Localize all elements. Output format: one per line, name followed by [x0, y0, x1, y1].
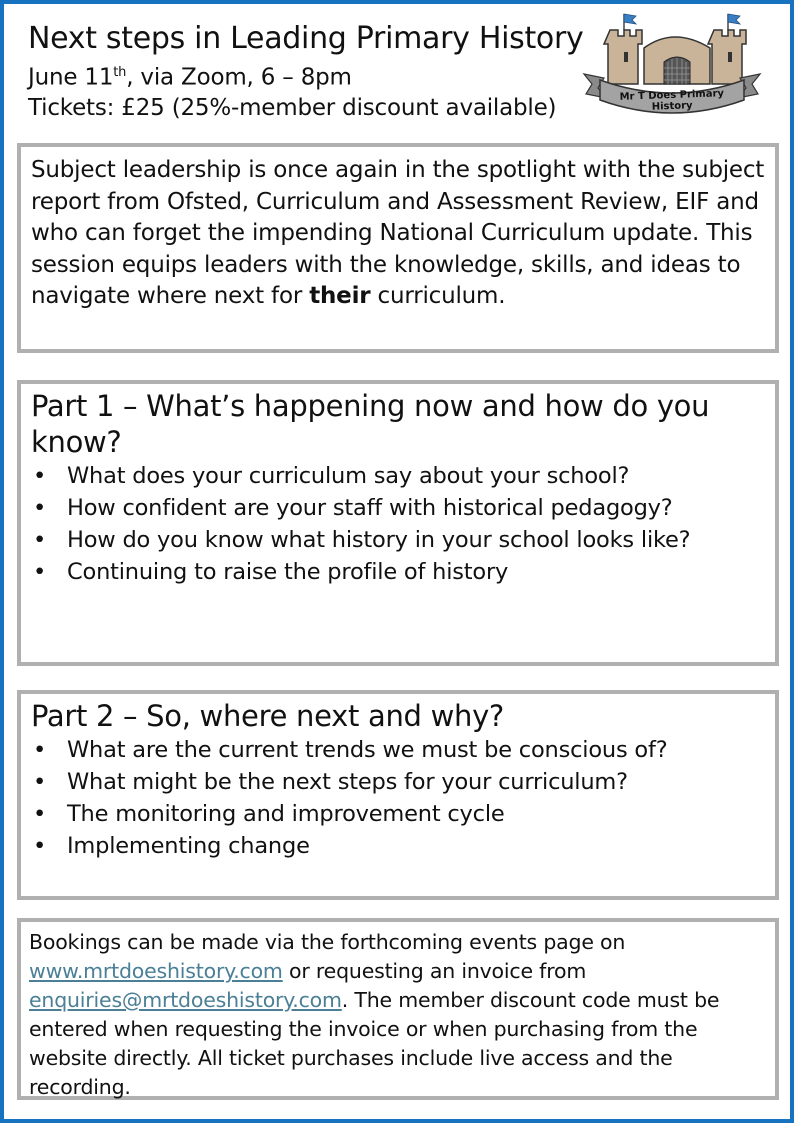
bullet-icon: •	[33, 769, 47, 795]
list-item-text: What might be the next steps for your curriculum?	[67, 769, 628, 795]
booking-text-1: Bookings can be made via the forthcoming events page on	[29, 930, 626, 954]
list-item-text: Continuing to raise the profile of history	[67, 559, 509, 585]
bullet-icon: •	[33, 737, 47, 763]
booking-text	[29, 928, 767, 1102]
list-item-text: How confident are your staff with historical pedagogy?	[67, 495, 673, 521]
list-item	[31, 460, 765, 492]
booking-box	[17, 918, 779, 1100]
list-item	[31, 556, 765, 588]
list-item	[31, 830, 765, 862]
date-rest: , via Zoom, 6 – 8pm	[126, 64, 352, 91]
bullet-icon: •	[33, 527, 47, 553]
intro-text-bold: their	[309, 283, 371, 309]
list-item	[31, 766, 765, 798]
part1-list	[31, 460, 765, 588]
bullet-icon: •	[33, 495, 47, 521]
date-prefix: June 11	[28, 64, 114, 91]
bullet-icon: •	[33, 463, 47, 489]
bullet-icon: •	[33, 559, 47, 585]
list-item-text: Implementing change	[67, 833, 310, 859]
intro-text-main: Subject leadership is once again in the spotlight with the subject report from Ofsted, Curriculum and Assessment Review, EIF and who can forget the impending National Curriculum update. This session equips leaders with the knowledge, skills, and ideas to navigate where next for	[31, 157, 765, 309]
website-link[interactable]: www.mrtdoeshistory.com	[29, 959, 283, 983]
list-item-text: What are the current trends we must be conscious of?	[67, 737, 668, 763]
event-header	[28, 20, 608, 123]
part2-title: Part 2 – So, where next and why?	[31, 699, 505, 733]
intro-box	[17, 143, 779, 353]
list-item	[31, 734, 765, 766]
ticket-info: Tickets: £25 (25%-member discount available)	[28, 94, 557, 121]
list-item	[31, 492, 765, 524]
list-item	[31, 524, 765, 556]
event-title: Next steps in Leading Primary History	[28, 21, 584, 56]
part2-box	[17, 690, 779, 900]
logo-banner-text: Mr T Does Primary History	[619, 88, 725, 113]
list-item-text: What does your curriculum say about your school?	[67, 463, 630, 489]
booking-text-3: . The member discount code must be entered when requesting the invoice or when purchasing from the website directly. All ticket purchases include live access and the recording.	[29, 988, 720, 1099]
castle-logo-icon	[582, 8, 762, 118]
part2-list	[31, 734, 765, 862]
booking-text-2: or requesting an invoice from	[282, 959, 587, 983]
bullet-icon: •	[33, 833, 47, 859]
intro-text	[31, 155, 765, 313]
email-link[interactable]: enquiries@mrtdoeshistory.com	[29, 988, 342, 1012]
part1-title: Part 1 – What’s happening now and how do you know?	[31, 389, 710, 459]
date-suffix: th	[113, 65, 127, 80]
list-item	[31, 798, 765, 830]
bullet-icon: •	[33, 801, 47, 827]
list-item-text: The monitoring and improvement cycle	[67, 801, 505, 827]
event-date	[28, 58, 608, 93]
intro-text-end: curriculum.	[370, 283, 506, 309]
part1-box	[17, 380, 779, 666]
list-item-text: How do you know what history in your school looks like?	[67, 527, 691, 553]
